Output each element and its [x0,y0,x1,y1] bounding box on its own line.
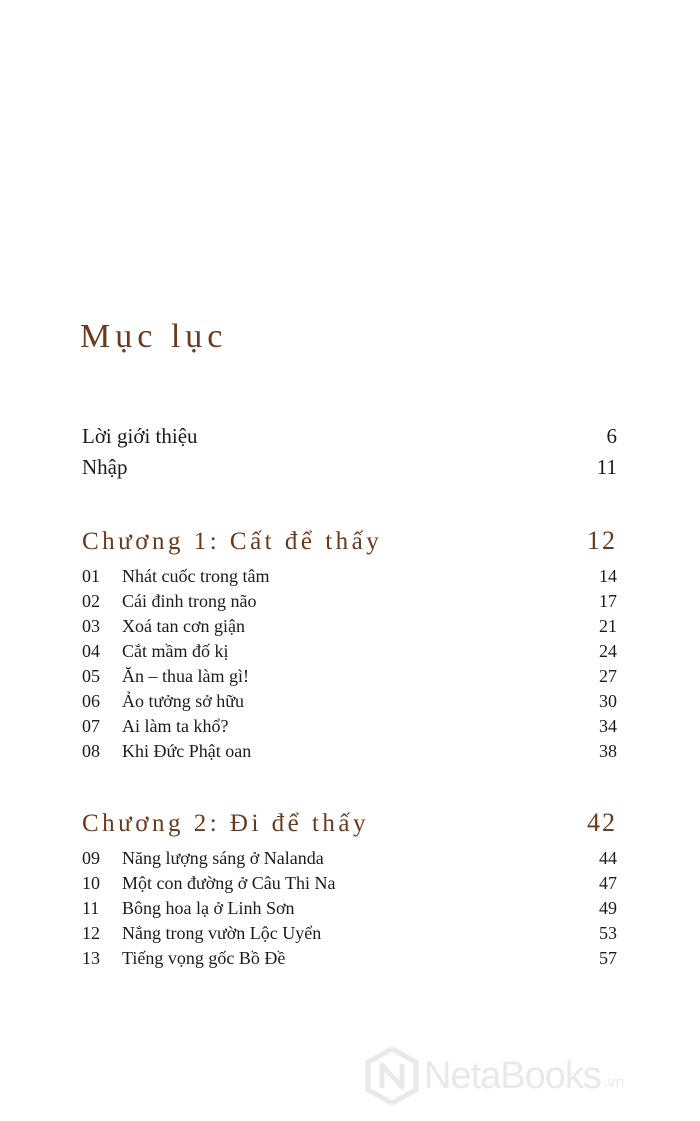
toc-item[interactable] [82,614,617,639]
chapter-title: Chương 2: Đi để thấy [82,810,370,837]
item-label: Ăn – thua làm gì! [122,666,249,686]
item-label: Bông hoa lạ ở Linh Sơn [122,898,295,918]
item-label: Cái đinh trong não [122,591,257,611]
item-number: 02 [82,591,100,611]
item-label: Ai làm ta khổ? [122,716,229,736]
toc-item[interactable] [82,739,617,764]
item-label: Xoá tan cơn giận [122,616,245,636]
n-logo-icon [364,1046,420,1106]
toc-item[interactable] [82,846,617,871]
toc-item[interactable] [82,921,617,946]
item-number: 06 [82,691,100,711]
item-label: Nắng trong vườn Lộc Uyển [122,923,322,943]
front-matter-item[interactable] [82,424,617,449]
item-number: 08 [82,741,100,761]
item-number: 07 [82,716,100,736]
item-page: 38 [599,741,617,761]
toc-item[interactable] [82,946,617,971]
item-label: Nhát cuốc trong tâm [122,566,270,586]
watermark-brand: NetaBooks [424,1054,601,1097]
item-number: 09 [82,848,100,868]
item-number: 13 [82,948,100,968]
toc-item[interactable] [82,871,617,896]
item-number: 11 [82,898,100,918]
item-page: 17 [599,591,617,611]
item-number: 03 [82,616,100,636]
item-page: 57 [599,948,617,968]
item-page: 14 [599,566,617,586]
toc-item[interactable] [82,664,617,689]
item-label: Tiếng vọng gốc Bồ Đề [122,948,286,968]
item-page: 34 [599,716,617,736]
chapter-heading[interactable] [82,526,617,556]
chapter-title: Chương 1: Cất để thấy [82,528,383,555]
item-label: Cắt mầm đố kị [122,641,229,661]
chapter-page: 12 [587,526,617,555]
item-page: 44 [599,848,617,868]
item-page: 53 [599,923,617,943]
item-number: 04 [82,641,100,661]
item-page: 47 [599,873,617,893]
front-matter-label: Nhập [82,455,128,479]
toc-item[interactable] [82,896,617,921]
item-label: Năng lượng sáng ở Nalanda [122,848,324,868]
toc-item[interactable] [82,589,617,614]
item-number: 05 [82,666,100,686]
chapter-page: 42 [587,808,617,837]
watermark-suffix: .vn [602,1074,625,1091]
front-matter-page: 11 [596,455,617,479]
item-number: 01 [82,566,100,586]
item-page: 49 [599,898,617,918]
item-label: Khi Đức Phật oan [122,741,252,761]
item-label: Ảo tưởng sở hữu [122,691,245,711]
item-page: 27 [599,666,617,686]
chapter-heading[interactable] [82,808,617,838]
item-number: 10 [82,873,100,893]
item-page: 24 [599,641,617,661]
front-matter-label: Lời giới thiệu [82,424,198,448]
item-label: Một con đường ở Câu Thi Na [122,873,336,893]
front-matter-page: 6 [606,424,617,448]
front-matter-item[interactable] [82,455,617,480]
toc-item[interactable] [82,639,617,664]
toc-item[interactable] [82,714,617,739]
toc-title: Mục lục [80,318,228,355]
item-page: 30 [599,691,617,711]
item-page: 21 [599,616,617,636]
toc-item[interactable] [82,689,617,714]
item-number: 12 [82,923,100,943]
toc-item[interactable] [82,564,617,589]
netabooks-watermark [364,1046,684,1106]
